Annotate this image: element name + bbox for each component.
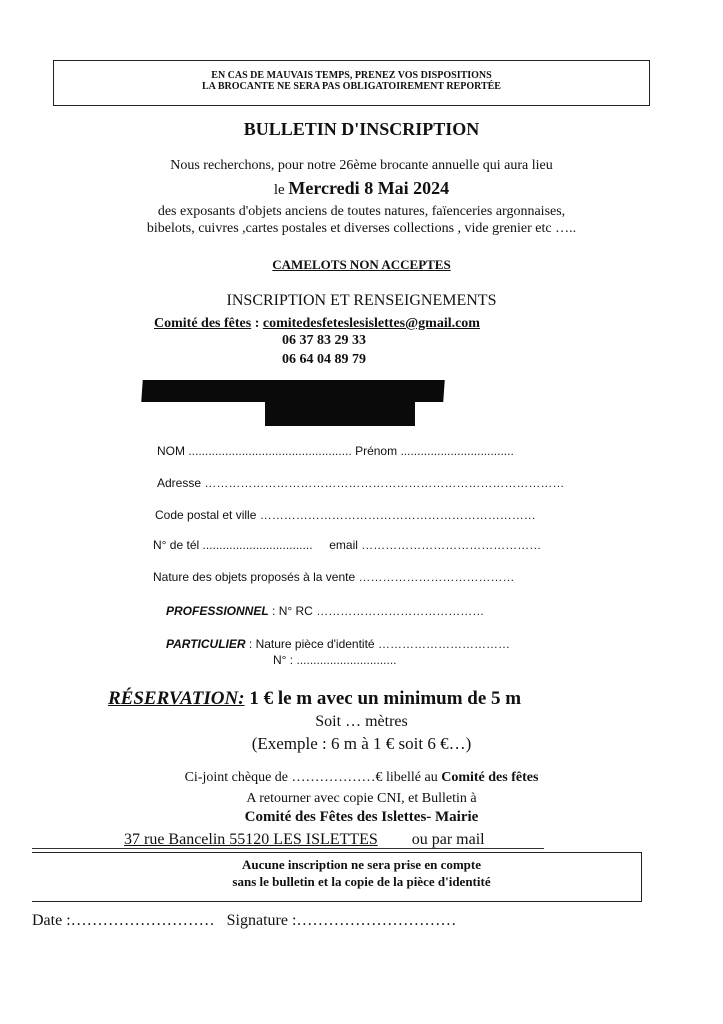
nom-dots: ................................................. [188,444,352,458]
inscription-heading: INSCRIPTION ET RENSEIGNEMENTS [226,292,497,309]
tel-dots: ................................. [202,538,313,552]
contact-label: Comité des fêtes [154,316,252,331]
code-postal-label: Code postal et ville [155,508,257,522]
nature-label: Nature des objets proposés à la vente [153,570,356,584]
piece-dots: …………………………… [377,637,510,651]
nom-label: NOM [157,444,185,458]
date-label: Date : [32,912,71,929]
weather-notice-line2: LA BROCANTE NE SERA PAS OBLIGATOIREMENT REPORTÉE [202,81,501,92]
cheque-suffix: € libellé au [375,770,438,785]
prenom-label: Prénom [355,444,398,458]
email-label: email [329,538,358,552]
piece-label: : Nature pièce d'identité [248,637,375,651]
contact-phone-1[interactable]: 06 37 83 29 33 [282,333,366,348]
nature-dots: ………………………………… [358,570,515,584]
rc-label: : N° RC [272,604,313,618]
camelots-notice: CAMELOTS NON ACCEPTES [272,257,451,272]
adresse-label: Adresse [157,476,202,490]
professionnel-label: PROFESSIONNEL [166,604,269,618]
nom-field[interactable] [157,444,514,458]
particulier-label: PARTICULIER [166,637,246,651]
reservation-line [108,688,521,710]
cheque-beneficiary: Comité des fêtes [441,770,539,785]
reservation-label: RÉSERVATION: [108,688,245,709]
warning-line1: Aucune inscription ne sera prise en compte [241,857,482,872]
reservation-price: 1 € le m avec un minimum de 5 m [249,688,522,709]
date-value: Mercredi 8 Mai 2024 [288,178,450,198]
numero-dots: .............................. [296,653,397,667]
particulier-field[interactable] [166,637,510,651]
address-underline [32,848,544,849]
code-postal-dots: …………………………………………………………… [259,508,536,522]
reservation-soit: Soit … mètres [315,713,408,730]
description-line1: des exposants d'objets anciens de toutes natures, faïenceries argonnaises, [157,204,566,219]
event-date [0,178,723,199]
numero-field[interactable] [273,653,397,667]
contact-colon: : [254,316,263,331]
address-street: 37 rue Bancelin 55120 LES ISLETTES [124,831,378,848]
intro-text: Nous recherchons, pour notre 26ème brocante annuelle qui aura lieu [170,158,553,173]
numero-label: N° : [273,653,294,667]
cheque-dots: ……………… [291,770,376,785]
cheque-line [0,770,723,786]
nature-field[interactable] [153,570,514,584]
date-signature-line[interactable] [32,912,456,930]
code-postal-field[interactable] [155,508,536,522]
adresse-dots: ……………………………………………………………………………… [204,476,565,490]
event-description [0,203,723,237]
rc-dots: …………………………………… [316,604,485,618]
signature-dots: ………………………… [296,912,457,929]
page-title: BULLETIN D'INSCRIPTION [243,119,480,139]
retour-line: A retourner avec copie CNI, et Bulletin à [246,791,477,806]
weather-notice-box [53,60,650,106]
contact-line [154,316,480,332]
description-line2: bibelots, cuivres ,cartes postales et diverses collections , vide grenier etc ….. [146,221,577,236]
cheque-prefix: Ci-joint chèque de [184,770,289,785]
reservation-example: (Exemple : 6 m à 1 € soit 6 €…) [251,734,472,753]
warning-line2: sans le bulletin et la copie de la pièce d'identité [232,874,491,889]
tel-label: N° de tél [153,538,200,552]
date-dots: ……………………… [70,912,215,929]
professionnel-field[interactable] [166,604,484,618]
adresse-field[interactable] [157,476,564,490]
contact-email[interactable]: comitedesfeteslesislettes@gmail.com [262,316,480,331]
warning-text [0,856,723,890]
redaction-bar-lower [265,398,415,426]
weather-notice-line1: EN CAS DE MAUVAIS TEMPS, PRENEZ VOS DISPOSITIONS [211,70,492,81]
date-prefix: le [273,182,285,198]
contact-phone-2[interactable]: 06 64 04 89 79 [282,352,366,367]
address-mail: ou par mail [411,831,485,848]
prenom-dots: .................................. [400,444,514,458]
tel-email-field[interactable] [153,538,541,552]
address-line [124,831,485,849]
email-dots: ……………………………………… [361,538,542,552]
signature-label: Signature : [226,912,297,929]
comite-address-name: Comité des Fêtes des Islettes- Mairie [244,809,479,825]
